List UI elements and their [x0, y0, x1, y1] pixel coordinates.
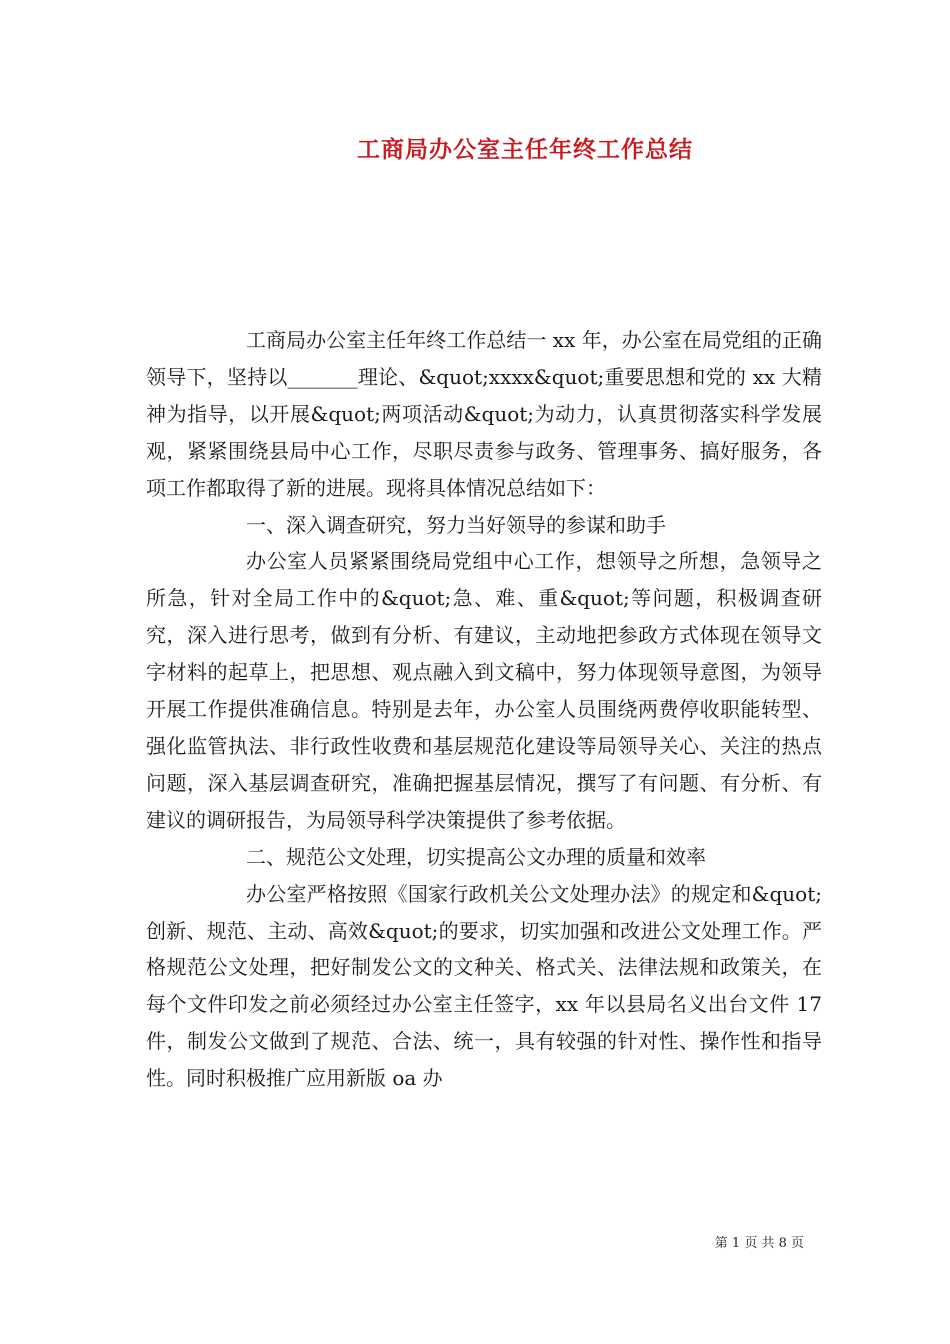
document-body: [146, 322, 822, 1097]
document-title: 工商局办公室主任年终工作总结: [357, 136, 693, 163]
section-heading-1: 一、深入调查研究，努力当好领导的参谋和助手: [246, 512, 666, 537]
paragraph-section-2: 办公室严格按照《国家行政机关公文处理办法》的规定和&quot;创新、规范、主动、高效&quot;的要求，切实加强和改进公文处理工作。严格规范公文处理，把好制发公文的文种关、格式关、法律法规和政策关，在每个文件印发之前必须经过办公室主任签字，xx 年以县局名义出台文件 17 件，制发公文做到了规范、合法、统一，具有较强的针对性、操作性和指导性。同时积极推广应用新版 oa 办: [146, 881, 822, 1091]
paragraph-section-1: 办公室人员紧紧围绕局党组中心工作，想领导之所想，急领导之所急，针对全局工作中的&quot;急、难、重&quot;等问题，积极调查研究，深入进行思考，做到有分析、有建议，主动地把参政方式体现在领导文字材料的起草上，把思想、观点融入到文稿中，努力体现领导意图，为领导开展工作提供准确信息。特别是去年，办公室人员围绕两费停收职能转型、强化监管执法、非行政性收费和基层规范化建设等局领导关心、关注的热点问题，深入基层调查研究，准确把握基层情况，撰写了有问题、有分析、有建议的调研报告，为局领导科学决策提供了参考依据。: [146, 549, 822, 832]
section-heading-2: 二、规范公文处理，切实提高公文办理的质量和效率: [246, 844, 706, 869]
paragraph-intro: 工商局办公室主任年终工作总结一 xx 年，办公室在局党组的正确领导下，坚持以_______理论、&quot;xxxx&quot;重要思想和党的 xx 大精神为指导，以开展&quot;两项活动&quot;为动力，认真贯彻落实科学发展观，紧紧围绕县局中心工作，尽职尽责参与政务、管理事务、搞好服务，各项工作都取得了新的进展。现将具体情况总结如下：: [146, 328, 822, 500]
page-number-footer: 第 1 页 共 8 页: [714, 1236, 804, 1251]
